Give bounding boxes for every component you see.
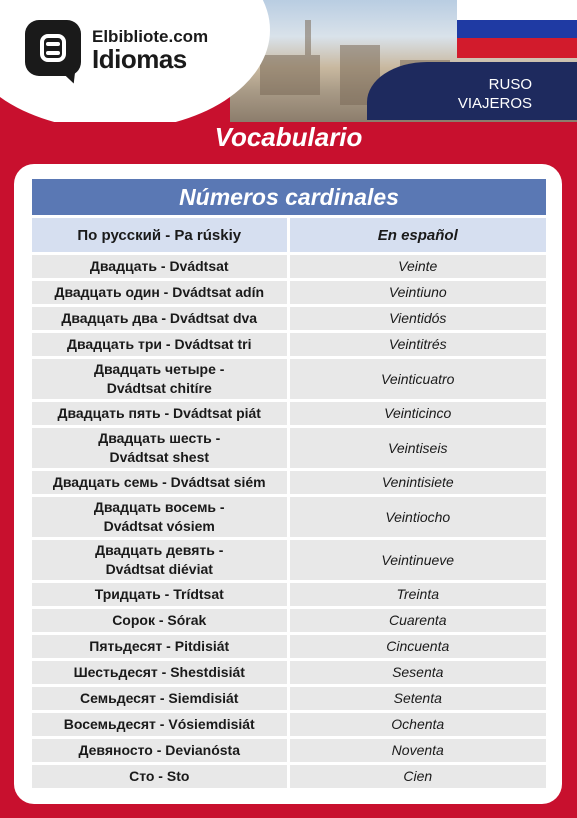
spanish-term: Vientidós	[288, 306, 546, 332]
russian-term: Семьдесят - Siemdisiát	[32, 686, 288, 712]
spanish-term: Veintitrés	[288, 332, 546, 358]
russian-term: Девяносто - Devianósta	[32, 738, 288, 764]
spanish-term: Veintiocho	[288, 496, 546, 539]
spanish-term: Veintiseis	[288, 427, 546, 470]
table-row	[32, 306, 546, 332]
spanish-term: Veinticinco	[288, 401, 546, 427]
russian-term: Тридцать - Trídtsat	[32, 582, 288, 608]
russian-term: Восемьдесят - Vósiemdisiát	[32, 712, 288, 738]
russian-term: Двадцать один - Dvádtsat adín	[32, 280, 288, 306]
table-row	[32, 539, 546, 582]
table-row	[32, 660, 546, 686]
russian-term: Двадцать четыре - Dvádtsat chitíre	[32, 358, 288, 401]
table-row	[32, 764, 546, 790]
russian-term: Двадцать девять - Dvádtsat diéviat	[32, 539, 288, 582]
russian-term: Сорок - Sórak	[32, 608, 288, 634]
russian-term: Двадцать два - Dvádtsat dva	[32, 306, 288, 332]
table-row	[32, 358, 546, 401]
russian-term: Двадцать пять - Dvádtsat piát	[32, 401, 288, 427]
table-row	[32, 686, 546, 712]
flag-red-stripe	[457, 38, 577, 58]
spanish-term: Veinte	[288, 254, 546, 280]
table-row	[32, 427, 546, 470]
spanish-term: Noventa	[288, 738, 546, 764]
spanish-term: Ochenta	[288, 712, 546, 738]
column-header-spanish: En español	[288, 217, 546, 254]
page-title: Vocabulario	[214, 122, 363, 152]
table-banner: Números cardinales	[32, 179, 546, 217]
table-row	[32, 254, 546, 280]
table-row	[32, 496, 546, 539]
table-row	[32, 582, 546, 608]
tag-language: RUSO	[488, 76, 532, 93]
spanish-term: Cien	[288, 764, 546, 790]
russian-term: Шестьдесят - Shestdisiát	[32, 660, 288, 686]
tag-audience: VIAJEROS	[457, 95, 532, 112]
spanish-term: Veintinueve	[288, 539, 546, 582]
russian-term: Двадцать восемь - Dvádtsat vósiem	[32, 496, 288, 539]
spanish-term: Veinticuatro	[288, 358, 546, 401]
russian-term: Сто - Sto	[32, 764, 288, 790]
russian-term: Двадцать семь - Dvádtsat siém	[32, 470, 288, 496]
vocabulary-table	[32, 179, 546, 791]
russian-term: Двадцать - Dvádtsat	[32, 254, 288, 280]
spanish-term: Veintiuno	[288, 280, 546, 306]
russian-term: Пятьдесят - Pitdisiát	[32, 634, 288, 660]
table-row	[32, 470, 546, 496]
russian-term: Двадцать три - Dvádtsat tri	[32, 332, 288, 358]
table-row	[32, 280, 546, 306]
column-header-russian: По русский - Pa rúskiy	[32, 217, 288, 254]
spanish-term: Venintisiete	[288, 470, 546, 496]
spanish-term: Setenta	[288, 686, 546, 712]
header-banner	[0, 0, 577, 122]
flag-white-stripe	[457, 0, 577, 20]
table-row	[32, 608, 546, 634]
table-row	[32, 634, 546, 660]
flag-blue-stripe	[457, 20, 577, 38]
table-row	[32, 332, 546, 358]
table-row	[32, 401, 546, 427]
russian-term: Двадцать шесть - Dvádtsat shest	[32, 427, 288, 470]
spanish-term: Cuarenta	[288, 608, 546, 634]
brand-site: Elbibliote.com	[92, 27, 209, 46]
spanish-term: Sesenta	[288, 660, 546, 686]
spanish-term: Cincuenta	[288, 634, 546, 660]
table-row	[32, 738, 546, 764]
brand-name: Idiomas	[92, 44, 187, 74]
table-row	[32, 712, 546, 738]
logo-icon	[25, 20, 81, 76]
spanish-term: Treinta	[288, 582, 546, 608]
